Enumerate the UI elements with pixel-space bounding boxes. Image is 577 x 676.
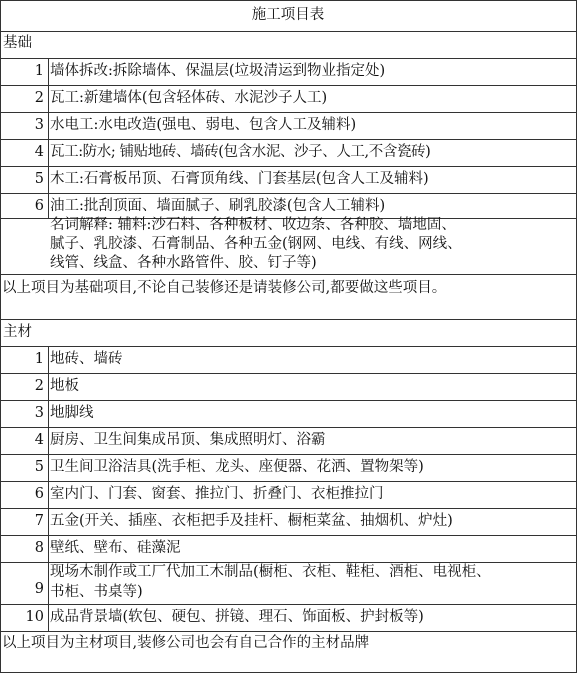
grid-line [0,346,576,347]
grid-line [48,58,49,218]
row-number: 1 [34,63,44,79]
grid-line [0,193,576,194]
row-text: 木工:石膏板吊顶、石膏顶角线、门套基层(包含人工及辅料) [50,171,429,187]
grid-line [0,85,576,86]
row-text: 现场木制作或工厂代加工木制品(橱柜、衣柜、鞋柜、酒柜、电视柜、 [50,564,491,580]
row-number: 3 [34,405,44,421]
glossary-line: 线管、线盒、各种水路管件、胶、钉子等) [50,255,317,271]
grid-line [0,139,576,140]
row-number: 5 [34,459,44,475]
row-text: 地板 [50,378,79,394]
grid-line [0,0,576,1]
grid-line [0,31,576,32]
row-text: 卫生间卫浴洁具(洗手柜、龙头、座便器、花洒、置物架等) [50,459,424,475]
grid-line [48,346,49,631]
glossary-line: 腻子、乳胶漆、石膏制品、各种五金(钢网、电线、有线、网线、 [50,236,462,252]
grid-line [0,508,576,509]
base-section-header: 基础 [3,35,32,51]
base-note: 以上项目为基础项目,不论自己装修还是请装修公司,都要做这些项目。 [2,280,447,296]
row-text: 壁纸、壁布、硅藻泥 [50,540,181,556]
row-text: 水电工:水电改造(强电、弱电、包含人工及辅料) [50,117,357,133]
row-text: 瓦工:新建墙体(包含轻体砖、水泥沙子人工) [50,90,328,106]
grid-line [0,0,1,673]
grid-line [0,166,576,167]
row-text: 五金(开关、插座、衣柜把手及挂杆、橱柜菜盆、抽烟机、炉灶) [50,513,453,529]
row-text: 油工:批刮顶面、墙面腻子、刷乳胶漆(包含人工辅料) [50,198,386,214]
table-title: 施工项目表 [251,7,325,23]
row-text: 瓦工:防水; 铺贴地砖、墙砖(包含水泥、沙子、人工,不含瓷砖) [50,144,431,160]
row-text: 地砖、墙砖 [50,351,123,367]
row-number: 9 [34,581,44,597]
row-number: 4 [34,432,44,448]
grid-line [0,481,576,482]
main-note: 以上项目为主材项目,装修公司也会有自己合作的主材品牌 [2,635,370,651]
glossary-line: 名词解释: 辅料:沙石料、各种板材、收边条、各种胶、墙地固、 [50,217,456,233]
grid-line [0,604,576,605]
grid-line [0,454,576,455]
row-text: 成品背景墙(软包、硬包、拼镜、理石、饰面板、护封板等) [50,609,424,625]
row-number: 6 [34,198,44,214]
row-number: 10 [25,609,44,625]
row-text: 墙体拆改:拆除墙体、保温层(垃圾清运到物业指定处) [50,63,386,79]
row-number: 2 [34,378,44,394]
grid-line [0,58,576,59]
row-text: 厨房、卫生间集成吊顶、集成照明灯、浴霸 [50,432,326,448]
row-number: 7 [34,513,44,529]
row-number: 3 [34,117,44,133]
row-text: 地脚线 [50,405,94,421]
grid-line [0,535,576,536]
row-number: 5 [34,171,44,187]
grid-line [0,400,576,401]
main-section-header: 主材 [3,324,32,340]
row-number: 1 [34,351,44,367]
row-number: 6 [34,486,44,502]
grid-line [0,373,576,374]
row-number: 4 [34,144,44,160]
row-text: 书柜、书桌等) [50,584,143,600]
grid-line [0,319,576,320]
grid-line [0,672,576,673]
grid-line [0,427,576,428]
grid-line [0,112,576,113]
row-number: 8 [34,540,44,556]
grid-line [0,274,576,275]
row-text: 室内门、门套、窗套、推拉门、折叠门、衣柜推拉门 [50,486,384,502]
row-number: 2 [34,90,44,106]
